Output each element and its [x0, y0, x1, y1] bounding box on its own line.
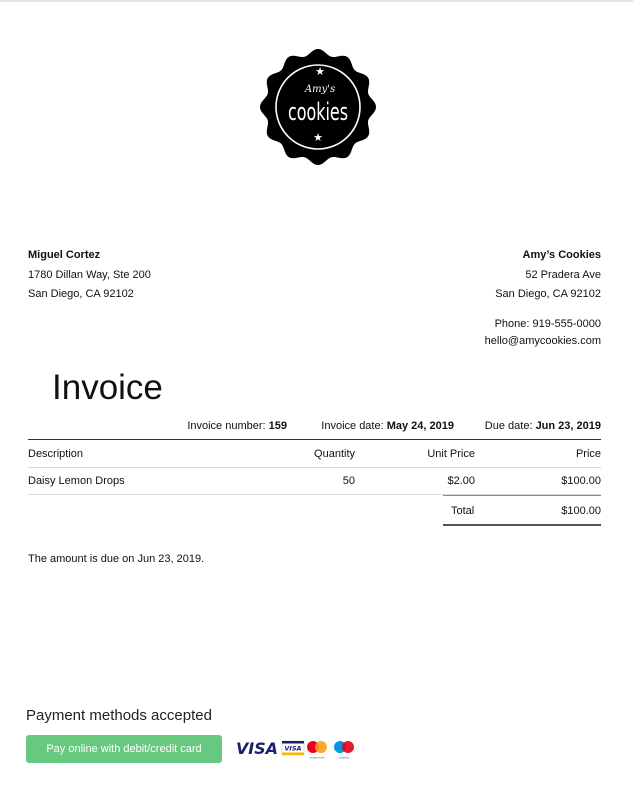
company-address-line2: San Diego, CA 92102 [495, 288, 601, 300]
item-quantity: 50 [342, 475, 355, 487]
item-unit-price: $2.00 [447, 475, 475, 487]
invoice-number-label: Invoice number: [187, 420, 266, 432]
company-phone: Phone: 919-555-0000 [494, 318, 601, 330]
total-row [443, 495, 601, 526]
svg-text:VISA: VISA [236, 739, 278, 758]
visa-logo-icon [236, 739, 278, 758]
maestro-icon [334, 741, 354, 760]
table-header [28, 439, 601, 468]
item-price: $100.00 [561, 475, 601, 487]
item-description: Daisy Lemon Drops [28, 475, 125, 487]
total-value: $100.00 [561, 505, 601, 517]
svg-text:VISA: VISA [284, 744, 302, 753]
visa-card-icon [282, 741, 304, 755]
invoice-number [187, 419, 287, 433]
invoice-date-label: Invoice date: [321, 420, 384, 432]
logo-star-top: ★ [315, 65, 325, 78]
pay-online-button[interactable]: Pay online with debit/credit card [26, 735, 222, 763]
top-divider [0, 0, 633, 2]
invoice-date [321, 419, 454, 433]
amount-due-note: The amount is due on Jun 23, 2019. [28, 553, 205, 565]
logo-star-bottom: ★ [313, 131, 323, 144]
company-email: hello@amycookies.com [484, 335, 601, 347]
due-date-label: Due date: [484, 420, 533, 432]
due-date-value: Jun 23, 2019 [535, 420, 601, 432]
invoice-due-date [485, 419, 601, 433]
invoice-date-value: May 24, 2019 [386, 420, 454, 432]
bill-to-address [28, 246, 151, 305]
company-name: Amy’s Cookies [522, 249, 601, 261]
company-contact [485, 316, 601, 350]
svg-text:maestro: maestro [338, 756, 350, 760]
customer-name: Miguel Cortez [28, 249, 101, 261]
invoice-title: Invoice [52, 368, 163, 407]
accepted-cards [236, 738, 358, 760]
table-row [28, 467, 601, 495]
header-price: Price [575, 448, 601, 460]
svg-text:mastercard: mastercard [309, 756, 325, 760]
invoice-number-value: 159 [268, 420, 287, 432]
company-address-line1: 52 Pradera Ave [525, 268, 601, 281]
mastercard-icon [307, 741, 327, 760]
amys-cookies-seal-logo [259, 48, 377, 166]
customer-address-line2: San Diego, CA 92102 [28, 288, 134, 300]
header-unit-price: Unit Price [427, 448, 475, 460]
company-address [495, 246, 601, 305]
header-quantity: Quantity [314, 448, 355, 460]
logo-word-text: cookies [288, 98, 348, 126]
logo-script-text: Amy's [304, 84, 336, 95]
customer-address-line1: 1780 Dillan Way, Ste 200 [28, 268, 151, 281]
header-description: Description [28, 448, 84, 460]
payment-methods-title: Payment methods accepted [26, 707, 212, 724]
total-label: Total [451, 505, 475, 517]
